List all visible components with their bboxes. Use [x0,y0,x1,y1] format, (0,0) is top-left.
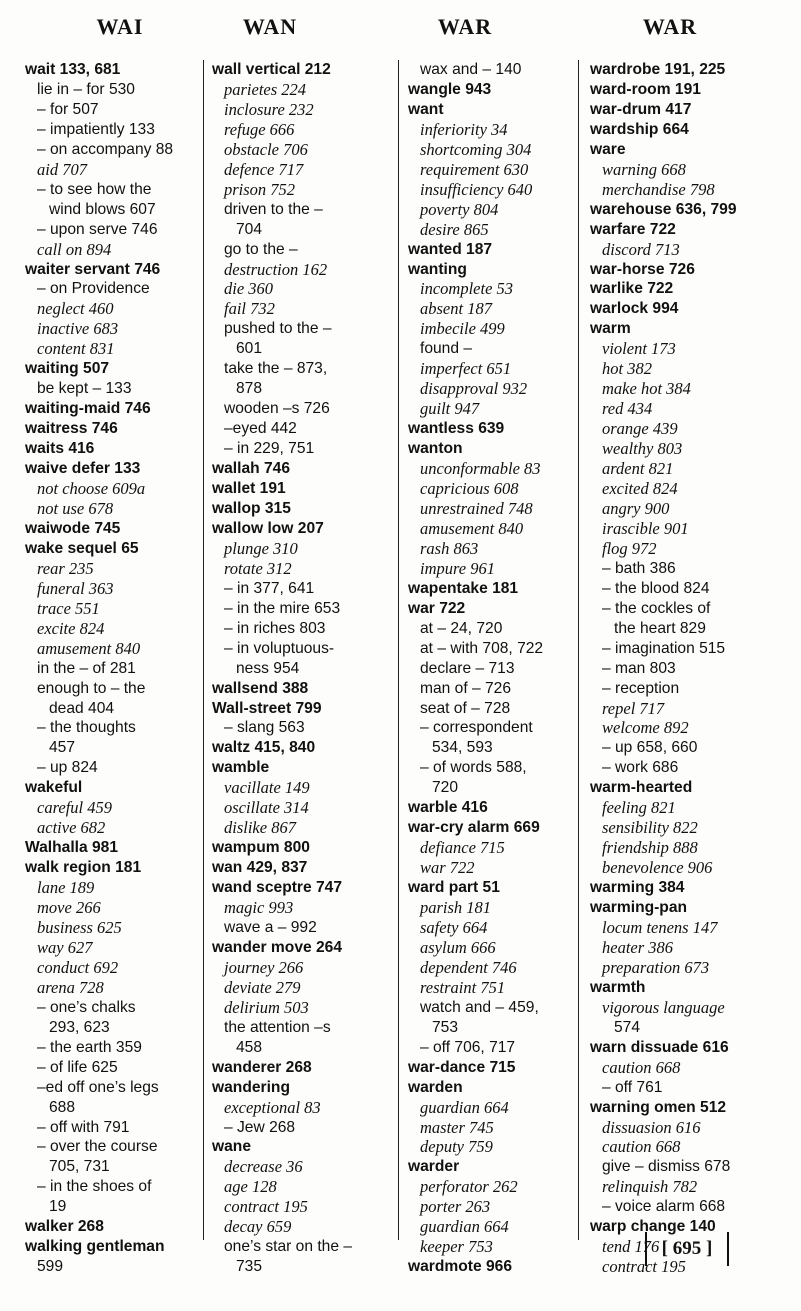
index-entry: warden [408,1078,463,1096]
index-entry: – in the shoes of [37,1178,152,1196]
index-entry: wall vertical 212 [212,61,331,78]
index-entry: – voice alarm 668 [602,1198,726,1216]
index-entry: wanderer 268 [212,1058,312,1076]
index-entry: wooden –s 726 [224,400,330,418]
index-entry: inferiority 34 [420,119,508,139]
index-entry: plunge 310 [224,538,298,558]
index-entry: 688 [49,1098,76,1116]
index-column-2 [206,60,396,1276]
index-entry: – the blood 824 [602,579,710,597]
index-entry: make hot 384 [602,379,691,399]
index-entry: – on accompany 88 [37,140,174,158]
index-entry: exceptional 83 [224,1097,321,1117]
index-entry: war-drum 417 [590,100,692,118]
index-entry: warlock 994 [590,300,679,318]
index-entry: – correspondent [420,719,533,737]
index-entry: warn dissuade 616 [590,1038,729,1056]
index-entry: 457 [49,739,76,757]
index-entry: wamble [212,759,270,777]
index-entry: warning omen 512 [590,1098,727,1116]
index-entry: – over the course [37,1138,158,1156]
index-entry: porter 263 [420,1197,491,1217]
index-entry: excite 824 [37,618,105,638]
index-entry: wait 133, 681 [25,61,121,78]
index-entry: – slang 563 [224,719,305,737]
index-entry: found – [420,340,473,358]
index-entry: caution 668 [602,1137,681,1157]
index-entry: 704 [236,220,263,238]
index-entry: 735 [236,1258,263,1276]
index-entry: – off 706, 717 [420,1038,516,1056]
index-entry: wallah 746 [212,460,291,478]
index-entry: preparation 673 [602,957,710,977]
index-entry: excited 824 [602,479,678,499]
index-entry: dependent 746 [420,957,517,977]
index-entry: heater 386 [602,937,674,957]
running-head-col4: WAR [642,14,698,39]
index-entry: waiwode 745 [25,519,121,537]
index-entry: rash 863 [420,538,479,558]
index-entry: merchandise 798 [602,179,715,199]
index-entry: – off 761 [602,1078,663,1096]
index-entry: funeral 363 [37,578,114,598]
index-entry: 574 [614,1018,641,1036]
index-entry: caution 668 [602,1057,681,1077]
index-entry: pushed to the – [224,320,332,338]
index-entry: enough to – the [37,679,146,697]
index-entry: warm-hearted [590,779,693,797]
index-entry: ward part 51 [408,879,500,897]
index-entry: benevolence 906 [602,858,713,878]
index-entry: perforator 262 [420,1177,518,1197]
index-entry: active 682 [37,818,106,838]
index-entry: wardmote 966 [408,1258,513,1276]
index-entry: insufficiency 640 [420,179,533,199]
index-entry: content 831 [37,339,115,359]
index-entry: repel 717 [602,698,665,718]
index-entry: – of words 588, [420,759,527,777]
index-entry: decrease 36 [224,1157,303,1177]
index-entry: defiance 715 [420,838,505,858]
index-entry: warfare 722 [590,220,676,238]
index-entry: amusement 840 [420,518,524,538]
index-entry: rear 235 [37,558,94,578]
index-entry: guilt 947 [420,399,480,419]
index-entry: lane 189 [37,878,95,898]
index-entry: warder [408,1158,460,1176]
index-entry: warlike 722 [590,280,674,298]
running-head-col1: WAI [96,14,144,39]
index-entry: ness 954 [236,659,300,677]
index-entry: inclosure 232 [224,99,314,119]
index-entry: defence 717 [224,159,304,179]
index-entry: business 625 [37,917,122,937]
index-entry: warming 384 [590,879,685,897]
index-entry: – in the mire 653 [224,599,341,617]
index-entry: imbecile 499 [420,319,505,339]
index-entry: destruction 162 [224,259,328,279]
index-entry: war-horse 726 [590,260,695,278]
index-entry: warp change 140 [590,1218,716,1236]
index-entry: neglect 460 [37,299,114,319]
index-entry: – work 686 [602,759,679,777]
index-entry: ward-room 191 [590,80,701,98]
index-entry: feeling 821 [602,798,676,818]
index-entry: careful 459 [37,798,112,818]
index-entry: prison 752 [224,179,296,199]
index-entry: – off with 791 [37,1118,130,1136]
index-entry: ware [590,140,626,158]
index-entry: decay 659 [224,1217,292,1237]
index-entry: oscillate 314 [224,798,309,818]
index-entry: 878 [236,380,263,398]
index-entry: unrestrained 748 [420,498,533,518]
index-entry: waits 416 [25,440,95,458]
index-entry: – in voluptuous- [224,639,335,657]
index-entry: wantless 639 [408,420,505,438]
index-entry: wapentake 181 [408,579,519,597]
index-entry: capricious 608 [420,479,519,499]
index-entry: warming-pan [590,899,688,917]
index-entry: wanton [408,440,463,458]
index-entry: wallow low 207 [212,519,324,537]
index-entry: 293, 623 [49,1018,110,1036]
index-entry: rotate 312 [224,558,292,578]
index-entry: wallsend 388 [212,679,309,697]
index-entry: 458 [236,1038,263,1056]
index-entry: in the – of 281 [37,659,136,677]
index-entry: aid 707 [37,159,87,179]
index-entry: declare – 713 [420,659,515,677]
index-entry: 601 [236,340,263,358]
index-entry: conduct 692 [37,957,119,977]
index-entry: driven to the – [224,200,323,218]
index-entry: watch and – 459, [420,998,539,1016]
index-entry: walker 268 [25,1218,104,1236]
index-entry: irascible 901 [602,518,689,538]
index-entry: wardrobe 191, 225 [590,61,726,78]
index-entry: wax and – 140 [420,61,522,78]
index-entry: warm [590,320,631,338]
index-entry: – on Providence [37,280,150,298]
index-entry: wealthy 803 [602,439,683,459]
index-entry: safety 664 [420,917,488,937]
column-rule [398,60,399,1240]
index-entry: age 128 [224,1177,277,1197]
index-entry: the heart 829 [614,619,706,637]
index-entry: 705, 731 [49,1158,110,1176]
index-entry: orange 439 [602,419,678,439]
index-entry: magic 993 [224,898,294,918]
index-entry: delirium 503 [224,997,309,1017]
index-entry: – Jew 268 [224,1118,296,1136]
index-entry: locum tenens 147 [602,917,718,937]
index-entry: warble 416 [408,799,488,817]
running-head-col3: WAR [437,14,493,39]
index-entry: waiting 507 [25,360,110,378]
index-entry: – man 803 [602,659,676,677]
index-entry: – the thoughts [37,719,136,737]
index-entry: shortcoming 304 [420,139,532,159]
column-rule [203,60,204,1240]
index-entry: deputy 759 [420,1137,493,1157]
index-entry: wandering [212,1078,290,1096]
index-entry: friendship 888 [602,838,698,858]
index-entry: flog 972 [602,538,657,558]
index-entry: ardent 821 [602,459,674,479]
index-entry: war-cry alarm 669 [408,819,540,837]
index-entry: –ed off one’s legs [37,1078,159,1096]
index-entry: wake sequel 65 [25,539,139,557]
index-entry: – in 377, 641 [224,579,315,597]
index-entry: keeper 753 [420,1237,493,1257]
index-entry: not use 678 [37,498,114,518]
index-entry: dead 404 [49,699,115,717]
index-entry: wallop 315 [212,499,291,517]
index-entry: journey 266 [224,957,304,977]
index-entry: waiter servant 746 [25,260,161,278]
index-entry: – upon serve 746 [37,220,158,238]
index-entry: imperfect 651 [420,359,512,379]
index-entry: contract 195 [602,1257,686,1277]
index-entry: not choose 609a [37,479,146,499]
index-entry: – imagination 515 [602,639,726,657]
index-entry: go to the – [224,240,298,258]
index-entry: – in riches 803 [224,619,326,637]
index-entry: walk region 181 [25,859,142,877]
index-entry: hot 382 [602,359,652,379]
index-entry: waitress 746 [25,420,118,438]
index-entry: vigorous language [602,997,725,1017]
index-entry: wardship 664 [590,120,689,138]
index-entry: call on 894 [37,239,112,259]
index-entry: relinquish 782 [602,1177,698,1197]
running-header [0,14,801,44]
column-rule [578,60,579,1240]
index-entry: – one’s chalks [37,998,136,1016]
index-entry: wakeful [25,779,83,797]
index-entry: – for 507 [37,100,99,118]
index-entry: – to see how the [37,180,152,198]
index-entry: walking gentleman [25,1238,165,1256]
index-entry: wave a – 992 [224,918,317,936]
index-entry: – the earth 359 [37,1038,142,1056]
index-entry: – in 229, 751 [224,440,315,458]
index-entry: fail 732 [224,299,275,319]
index-entry: die 360 [224,279,274,299]
index-entry: inactive 683 [37,319,119,339]
index-entry: give – dismiss 678 [602,1158,731,1176]
index-entry: 534, 593 [432,739,493,757]
index-entry: wand sceptre 747 [212,879,343,897]
index-entry: 19 [49,1198,67,1216]
index-entry: 753 [432,1018,459,1036]
index-entry: desire 865 [420,219,489,239]
index-entry: wanting [408,260,467,278]
index-entry: Wall-street 799 [212,699,322,717]
index-entry: – reception [602,679,680,697]
index-entry: requirement 630 [420,159,529,179]
index-entry: guardian 664 [420,1097,509,1117]
index-entry: – up 658, 660 [602,739,698,757]
index-entry: parish 181 [420,898,492,918]
index-entry: move 266 [37,898,101,918]
index-entry: want [408,100,444,118]
index-entry: disapproval 932 [420,379,528,399]
index-entry: parietes 224 [224,79,307,99]
index-entry: vacillate 149 [224,778,310,798]
index-entry: seat of – 728 [420,699,511,717]
index-entry: wallet 191 [212,480,286,498]
index-entry: refuge 666 [224,119,295,139]
index-entry: wangle 943 [408,80,492,98]
index-entry: wind blows 607 [49,200,156,218]
index-entry: warning 668 [602,159,686,179]
index-entry: – the cockles of [602,599,711,617]
index-entry: unconformable 83 [420,459,541,479]
index-entry: war-dance 715 [408,1058,516,1076]
index-entry: deviate 279 [224,977,301,997]
index-entry: way 627 [37,937,93,957]
index-entry: 599 [37,1258,64,1276]
index-entry: angry 900 [602,498,670,518]
index-entry: guardian 664 [420,1217,509,1237]
index-entry: amusement 840 [37,638,141,658]
index-entry: the attention –s [224,1018,331,1036]
index-entry: be kept – 133 [37,380,132,398]
index-entry: wampum 800 [212,839,310,857]
index-entry: at – 24, 720 [420,619,503,637]
index-entry: warmth [590,978,646,996]
index-entry: waiting-maid 746 [25,400,151,418]
index-entry: violent 173 [602,339,676,359]
index-entry: contract 195 [224,1197,308,1217]
index-entry: wane [212,1138,251,1156]
running-head-col2: WAN [242,14,298,39]
index-entry: – bath 386 [602,559,676,577]
page-number: [ 695 ] [645,1232,729,1266]
index-entry: asylum 666 [420,937,496,957]
index-entry: trace 551 [37,598,100,618]
index-entry: incomplete 53 [420,279,514,299]
index-entry: sensibility 822 [602,818,698,838]
index-entry: lie in – for 530 [37,80,135,98]
index-entry: Walhalla 981 [25,839,119,857]
index-entry: man of – 726 [420,679,512,697]
index-entry: absent 187 [420,299,492,319]
index-entry: poverty 804 [420,199,499,219]
index-entry: wander move 264 [212,938,343,956]
index-entry: – up 824 [37,759,98,777]
index-entry: –eyed 442 [224,420,297,438]
index-entry: dissuasion 616 [602,1117,701,1137]
index-entry: impure 961 [420,558,496,578]
index-entry: restraint 751 [420,977,506,997]
index-entry: red 434 [602,399,653,419]
index-entry: warehouse 636, 799 [590,200,737,218]
index-entry: master 745 [420,1117,494,1137]
index-entry: war 722 [420,858,475,878]
index-entry: waive defer 133 [25,460,141,478]
index-column-1 [25,60,201,1276]
index-entry: dislike 867 [224,818,296,838]
index-entry: welcome 892 [602,718,689,738]
index-entry: tend 176 [602,1237,660,1257]
index-entry: wan 429, 837 [212,859,308,877]
index-entry: waltz 415, 840 [212,739,316,757]
index-entry: war 722 [408,599,466,617]
index-entry: at – with 708, 722 [420,639,544,657]
index-entry: obstacle 706 [224,139,308,159]
index-entry: – impatiently 133 [37,120,155,138]
index-entry: arena 728 [37,977,104,997]
index-entry: discord 713 [602,239,680,259]
index-column-3 [400,60,576,1276]
index-entry: one’s star on the – [224,1238,353,1256]
index-entry: take the – 873, [224,360,328,378]
index-entry: wanted 187 [408,240,493,258]
index-entry: – of life 625 [37,1058,118,1076]
index-entry: 720 [432,779,459,797]
